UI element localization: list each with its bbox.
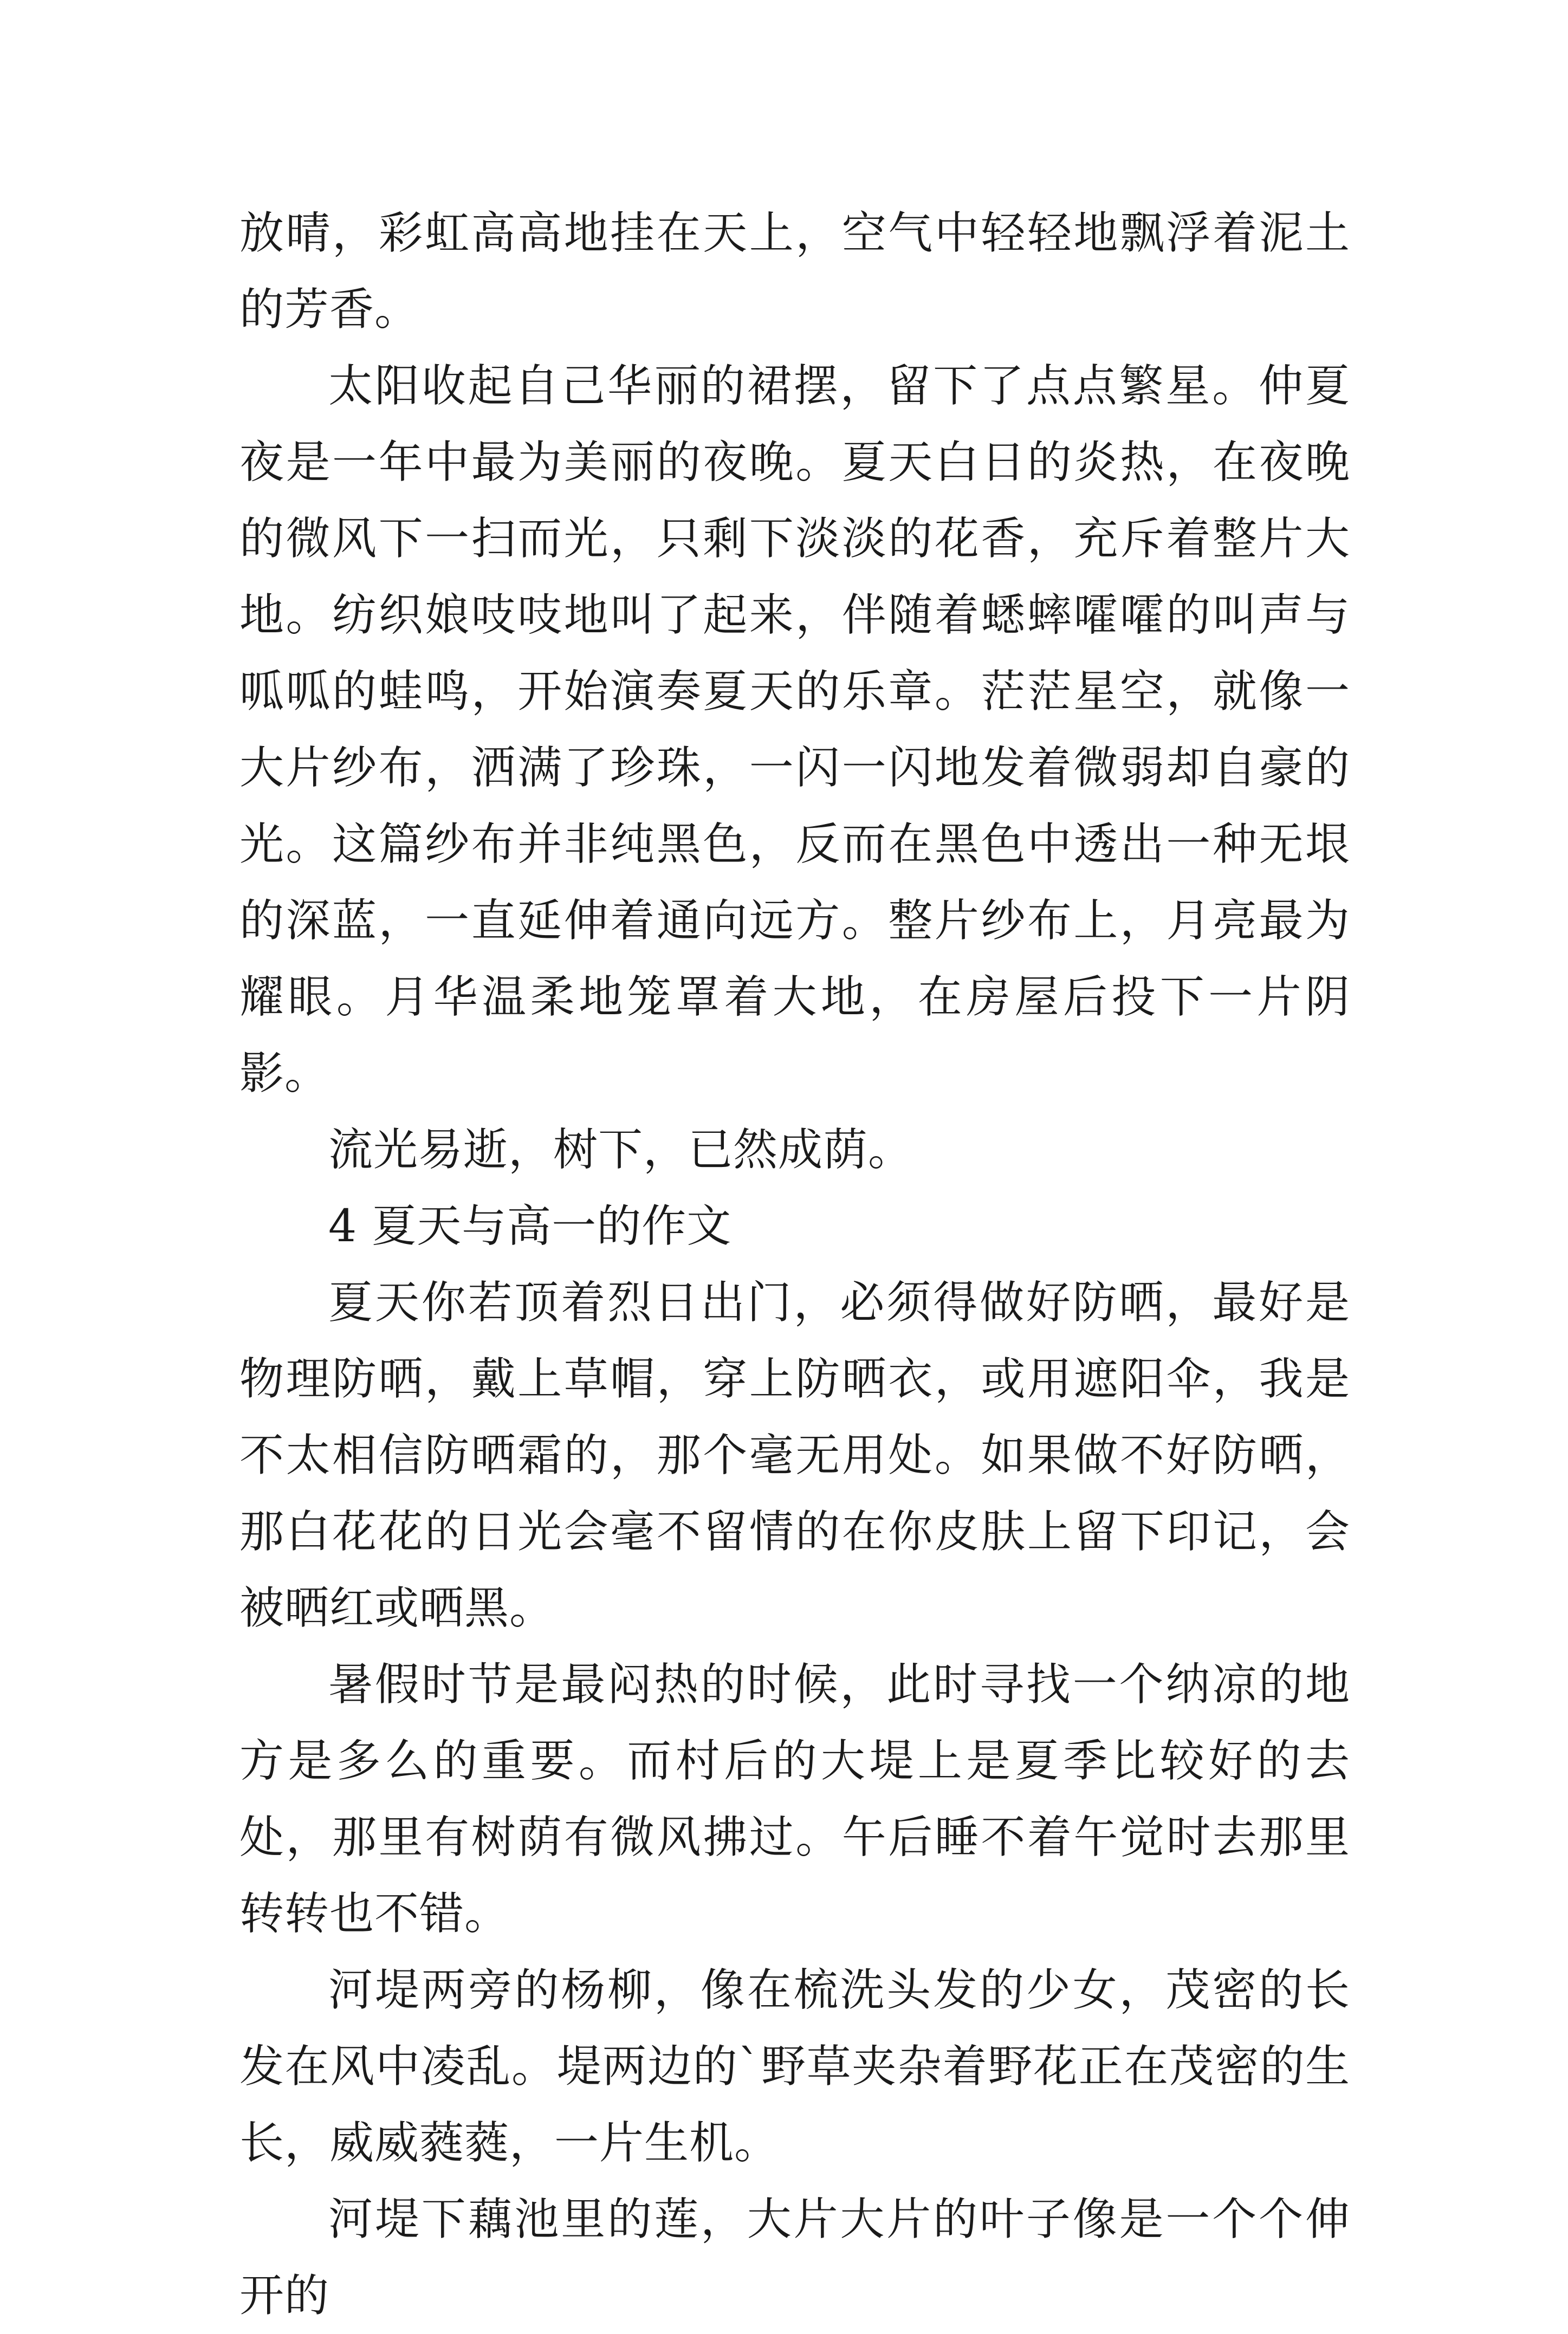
document-body [239,195,1350,2334]
paragraph-summer-vacation: 暑假时节是最闷热的时候，此时寻找一个纳凉的地方是多么的重要。而村后的大堤上是夏季比较好的去处，那里有树荫有微风拂过。午后睡不着午觉时去那里转转也不错。 [239,1659,1350,1940]
paragraph-lotus-pond: 河堤下藕池里的莲，大片大片的叶子像是一个个伸开的 [239,2194,1350,2322]
paragraph-time-passes: 流光易逝，树下，已然成荫。 [328,1124,913,1176]
section-heading: 4 夏天与高一的作文 [328,1201,732,1252]
paragraph-sun-protection: 夏天你若顶着烈日出门，必须得做好防晒，最好是物理防晒，戴上草帽，穿上防晒衣，或用遮阳伞，我是不太相信防晒霜的，那个毫无用处。如果做不好防晒，那白花花的日光会毫不留情的在你皮肤上留下印记，会被晒红或晒黑。 [239,1277,1350,1634]
paragraph-continuation: 放晴，彩虹高高地挂在天上，空气中轻轻地飘浮着泥土的芳香。 [239,208,1350,335]
paragraph-willows: 河堤两旁的杨柳，像在梳洗头发的少女，茂密的长发在风中凌乱。堤两边的`野草夹杂着野花正在茂密的生长，威威蕤蕤，一片生机。 [239,1965,1350,2169]
paragraph-summer-night: 太阳收起自己华丽的裙摆，留下了点点繁星。仲夏夜是一年中最为美丽的夜晚。夏天白日的炎热，在夜晚的微风下一扫而光，只剩下淡淡的花香，充斥着整片大地。纺织娘吱吱地叫了起来，伴随着蟋蟀嚯嚯的叫声与呱呱的蛙鸣，开始演奏夏天的乐章。茫茫星空，就像一大片纱布，洒满了珍珠，一闪一闪地发着微弱却自豪的光。这篇纱布并非纯黑色，反而在黑色中透出一种无垠的深蓝，一直延伸着通向远方。整片纱布上，月亮最为耀眼。月华温柔地笼罩着大地，在房屋后投下一片阴影。 [239,360,1350,1099]
